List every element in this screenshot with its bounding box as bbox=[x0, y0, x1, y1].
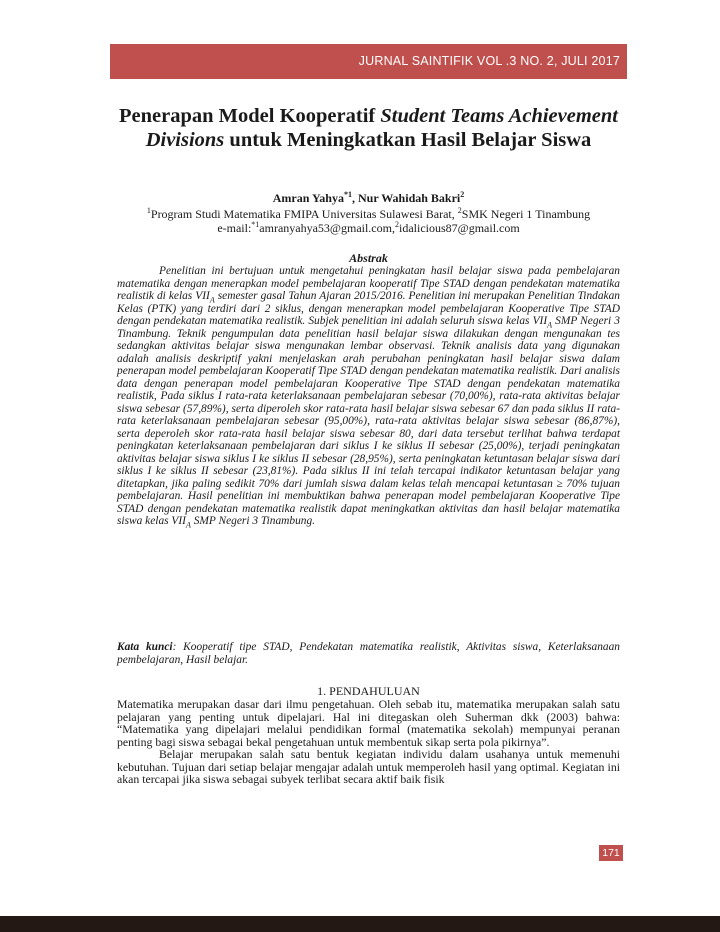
paper-title bbox=[110, 104, 627, 152]
abstract-segment: SMP Negeri 3 Tinambung. bbox=[190, 515, 315, 527]
bottom-edge bbox=[0, 916, 720, 932]
email-1-link[interactable]: amranyahya53@gmail.com, bbox=[259, 221, 395, 235]
author-list bbox=[110, 191, 627, 205]
title-part-2: Student Teams Achievement Divisions bbox=[145, 105, 618, 151]
abstract-heading: Abstrak bbox=[349, 251, 388, 265]
class-subscript: A bbox=[547, 320, 553, 330]
abstract-segment: SMP Negeri 3 Tinambung. Teknik pengumpulan data penelitian hasil belajar siswa dilakukan dengan mengunakan tes sedangkan aktivitas belajar siswa mengunakan lembar observasi. Teknik analisis data yang digunakan adalah analisis deskriptif yakni menjelaskan arah perubahan peningkatan hasil belajar siswa dalam penerapan model pembelajaran Kooperatif Tipe STAD dengan pendekatan matematika realistik. Dari analisis data dengan penerapan model pembelajaran Kooperative Tipe STAD dengan pendekatan matematika realistik, Pada siklus I rata-rata keterlaksanaan pembelajaran sebesar (70,00%), rata-rata aktivitas belajar siswa sebesar (57,89%), serta diperoleh skor rata-rata hasil belajar siswa sebesar 67 dan pada siklus II rata-rata keterlaksanaan pembelajaran sebesar (95,00%), rata-rata aktivitas belajar siswa sebesar (86,87%), serta deperoleh skor rata-rata hasil belajar siswa sebesar 80, dari data tersebut terlihat bahwa terdapat peningkatan keterlaksanaan pembelajaran dari siklus I ke siklus II sebesar (25,00%), terjadi peningkatan aktivitas belajar siswa siklus I ke siklus II sebesar (28,95%), serta peningkatan ketuntasan belajar siswa dari siklus I ke siklus II sebesar (23,81%). Pada siklus II ini telah tercapai indikator ketuntasan belajar yang ditetapkan, jika paling sedikit 70% dari jumlah siswa dalam kelas telah mencapai ketuntasan ≥ 70% tujuan pembelajaran. Hasil penelitian ini membuktikan bahwa penerapan model pembelajaran Kooperative Tipe STAD dengan pendekatan matematika realistik dapat meningkatkan aktivitas dan hasil belajar matematika siswa kelas VII bbox=[117, 315, 620, 527]
author-1-mark: *1 bbox=[343, 190, 352, 199]
affiliation-1-mark: 1 bbox=[146, 206, 151, 215]
section-heading: 1. PENDAHULUAN bbox=[317, 684, 420, 698]
page-number: 171 bbox=[602, 847, 620, 859]
journal-name: JURNAL SAINTIFIK VOL .3 NO. 2, JULI 2017 bbox=[358, 54, 620, 68]
affiliation-line bbox=[110, 207, 627, 221]
email-2-link[interactable]: idalicious87@gmail.com bbox=[398, 221, 520, 235]
abstract-segment: Penelitian ini bertujuan untuk mengetahui peningkatan hasil belajar siswa pada pembelajaran matematika dengan menerapkan model pembelajaran kooperatif Tipe STAD dengan pendekatan matematika realistik di kelas VII bbox=[117, 265, 620, 302]
title-part-1: Penerapan Model Kooperatif bbox=[119, 105, 381, 127]
email-line bbox=[110, 221, 627, 235]
journal-header-bar bbox=[110, 44, 627, 79]
author-2-mark: 2 bbox=[460, 190, 465, 199]
author-separator: , bbox=[351, 191, 358, 205]
class-subscript: A bbox=[185, 520, 191, 530]
author-2: Nur Wahidah Bakri bbox=[357, 191, 461, 205]
keywords bbox=[117, 641, 620, 666]
affiliation-2-mark: 2 bbox=[457, 206, 462, 215]
email-1-mark: *1 bbox=[251, 220, 260, 229]
author-1: Amran Yahya bbox=[272, 191, 344, 205]
email-2-mark: 2 bbox=[394, 220, 399, 229]
title-part-3: untuk Meningkatkan Hasil Belajar Siswa bbox=[224, 129, 592, 151]
class-subscript: A bbox=[209, 295, 215, 305]
section-body bbox=[117, 698, 620, 786]
body-paragraph-2: Belajar merupakan salah satu bentuk kegiatan individu dalam usahanya untuk memenuhi kebutuhan. Tujuan dari setiap belajar mengajar adalah untuk memperoleh hasil yang optimal. Kegiatan ini akan tercapai jika siswa sebagai subyek terlibat secara aktif baik fisik bbox=[117, 747, 620, 786]
keywords-text: : Kooperatif tipe STAD, Pendekatan matematika realistik, Aktivitas siswa, Keterlaksanaan pembelajaran, Hasil belajar. bbox=[117, 641, 620, 666]
page-number-badge bbox=[599, 845, 623, 861]
body-paragraph-1: Matematika merupakan dasar dari ilmu pengetahuan. Oleh sebab itu, matematika merupakan salah satu pelajaran yang penting untuk dipelajari. Hal ini ditegaskan oleh Suherman dkk (2003) bahwa: “Matematika yang dipelajari melalui pendidikan formal (matematika sekolah) mempunyai peranan penting bagi siswa sebagai bekal pengetahuan untuk membentuk sikap serta pola pikirnya”. bbox=[117, 697, 620, 749]
abstract-body bbox=[117, 265, 620, 528]
affiliation-2: SMK Negeri 1 Tinambung bbox=[461, 207, 591, 221]
affiliation-1: Program Studi Matematika FMIPA Universitas Sulawesi Barat, bbox=[150, 207, 458, 221]
email-prefix: e-mail: bbox=[217, 221, 252, 235]
abstract-segment: semester gasal Tahun Ajaran 2015/2016. Penelitian ini merupakan Penelitian Tindakan Kelas (PTK) yang terdiri dari 2 siklus, dengan menerapkan model pembelajaran Kooperative Tipe STAD dengan pendekatan matematika realistik. Subjek penelitian ini adalah seluruh siswa kelas VII bbox=[117, 290, 620, 327]
keywords-label: Kata kunci bbox=[117, 641, 173, 653]
